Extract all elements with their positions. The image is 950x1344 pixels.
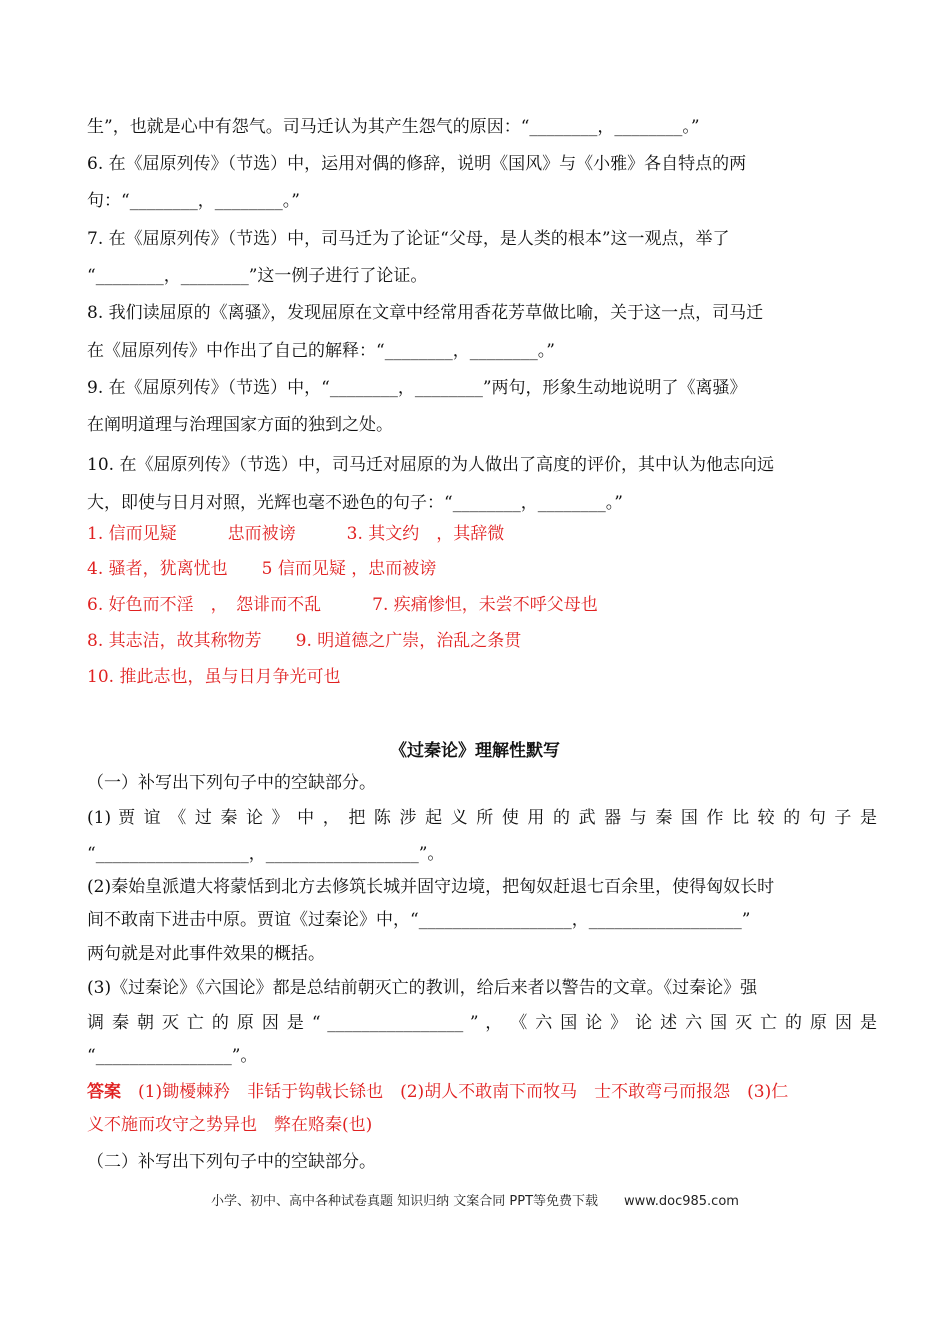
question-line: 句：“________，________。” xyxy=(87,191,300,211)
page-footer: 小学、初中、高中各种试卷真题 知识归纳 文案合同 PPT等免费下载 www.doc985.com xyxy=(211,1194,739,1209)
question-line: 7. 在《屈原列传》（节选）中，司马迁为了论证“父母，是人类的根本”这一观点，举了 xyxy=(87,229,730,249)
answer-line: 义不施而攻守之势异也 弊在赂秦(也) xyxy=(87,1115,373,1135)
answer-line: 10. 推此志也，虽与日月争光可也 xyxy=(87,667,341,687)
question-line: (1) 贾 谊 《 过 秦 论 》 中 ， 把 陈 涉 起 义 所 使 用 的 武 器 与 秦 国 作 比 较 的 句 子 是 xyxy=(87,808,877,828)
question-line: 在《屈原列传》中作出了自己的解释：“________，________。” xyxy=(87,341,555,361)
answer-label: 答案 xyxy=(87,1082,121,1102)
question-line: “__________________，__________________”。 xyxy=(87,844,445,864)
question-line: 6. 在《屈原列传》（节选）中，运用对偶的修辞，说明《国风》与《小雅》各自特点的两 xyxy=(87,154,747,174)
question-line: (2)秦始皇派遣大将蒙恬到北方去修筑长城并固守边境，把匈奴赶退七百余里，使得匈奴长时 xyxy=(87,877,775,897)
question-line: 10. 在《屈原列传》（节选）中，司马迁对屈原的为人做出了高度的评价，其中认为他志向远 xyxy=(87,455,774,475)
question-line: 在阐明道理与治理国家方面的独到之处。 xyxy=(87,415,393,435)
question-line: 大，即使与日月对照，光辉也毫不逊色的句子：“________，________。” xyxy=(87,493,623,513)
answer-text: (1)锄櫌棘矜 非铦于钩戟长铩也 (2)胡人不敢南下而牧马 士不敢弯弓而报怨 (3)仁 xyxy=(121,1082,789,1102)
answer-line: 4. 骚者，犹离忧也 5 信而见疑 ，忠而被谤 xyxy=(87,559,437,579)
answer-line xyxy=(87,1080,877,1104)
answer-line: 1. 信而见疑 忠而被谤 3. 其文约 ，其辞微 xyxy=(87,524,505,544)
question-line: 间不敢南下进击中原。贾谊《过秦论》中，“__________________，__________________” xyxy=(87,910,751,930)
question-line: 9. 在《屈原列传》（节选）中，“________，________”两句，形象生动地说明了《离骚》 xyxy=(87,378,747,398)
question-line: （一）补写出下列句子中的空缺部分。 xyxy=(87,773,376,793)
section-title: 《过秦论》理解性默写 xyxy=(390,741,560,761)
question-line: “________________”。 xyxy=(87,1046,258,1066)
question-line: （二）补写出下列句子中的空缺部分。 xyxy=(87,1152,376,1172)
question-line: (3)《过秦论》《六国论》都是总结前朝灭亡的教训，给后来者以警告的文章。《过秦论》强 xyxy=(87,978,758,998)
question-line: 两句就是对此事件效果的概括。 xyxy=(87,944,325,964)
answer-line: 8. 其志洁，故其称物芳 9. 明道德之广崇，治乱之条贯 xyxy=(87,631,522,651)
answer-line: 6. 好色而不淫 ， 怨诽而不乱 7. 疾痛惨怛，未尝不呼父母也 xyxy=(87,595,598,615)
question-line: “________，________”这一例子进行了论证。 xyxy=(87,266,428,286)
question-line: 调 秦 朝 灭 亡 的 原 因 是 “ ________________ ” ， 《 六 国 论 》 论 述 六 国 灭 亡 的 原 因 是 xyxy=(87,1013,877,1033)
question-line: 8. 我们读屈原的《离骚》，发现屈原在文章中经常用香花芳草做比喻，关于这一点，司马迁 xyxy=(87,303,764,323)
question-line: 生”，也就是心中有怨气。司马迁认为其产生怨气的原因：“________，________。” xyxy=(87,117,700,137)
